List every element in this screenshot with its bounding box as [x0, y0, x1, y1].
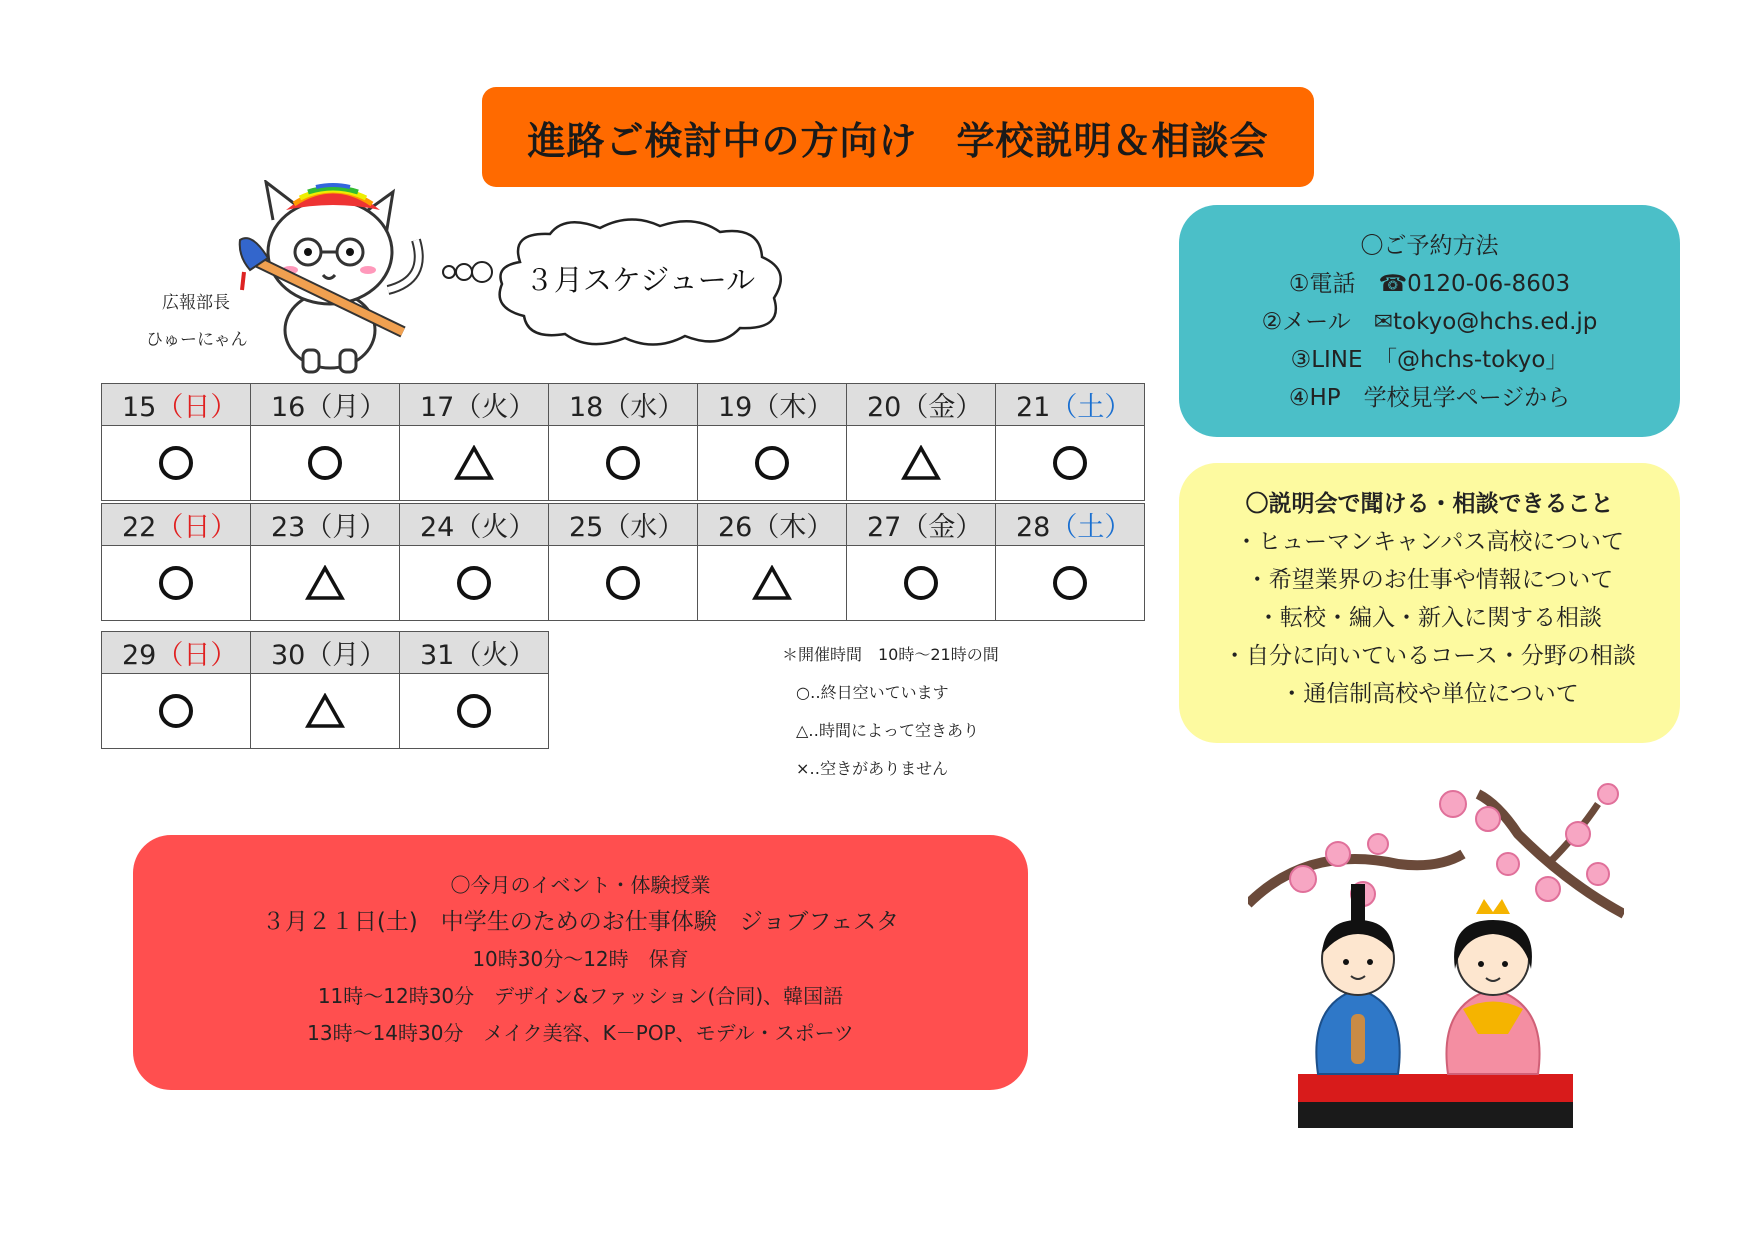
calendar-availability-cell [102, 546, 251, 621]
calendar-day-header [847, 384, 996, 426]
partial-triangle-icon [305, 693, 345, 729]
day-number: 27 [867, 512, 902, 543]
calendar-day-header [996, 384, 1145, 426]
legend-circle: ○‥終日空いています [796, 683, 949, 702]
calendar-availability-cell [102, 426, 251, 501]
calendar-availability-cell [400, 674, 549, 749]
day-of-week: （日） [156, 392, 238, 423]
day-of-week: （月） [305, 512, 387, 543]
mascot-name: ひゅーにゃん [146, 330, 248, 350]
calendar-availability-cell [549, 546, 698, 621]
day-of-week: （土） [1050, 512, 1132, 543]
reservation-line[interactable]: ③LINE 「@hchs-tokyo」 [1290, 347, 1569, 373]
partial-triangle-icon [752, 565, 792, 601]
available-circle-icon [159, 566, 193, 600]
partial-triangle-icon [305, 565, 345, 601]
consult-item: ・希望業界のお仕事や情報について [1245, 567, 1614, 593]
day-number: 19 [718, 392, 753, 423]
calendar-day-header [251, 504, 400, 546]
calendar-availability-cell [251, 546, 400, 621]
calendar-day-header [251, 632, 400, 674]
event-headline: ３月２１日(土) 中学生のためのお仕事体験 ジョブフェスタ [261, 909, 900, 935]
calendar-day-header [102, 632, 251, 674]
day-of-week: （金） [901, 512, 983, 543]
calendar-week-2 [101, 503, 1145, 621]
calendar-day-header [400, 632, 549, 674]
calendar-availability-cell [102, 674, 251, 749]
consult-title: 〇説明会で聞ける・相談できること [1245, 491, 1614, 517]
day-number: 15 [122, 392, 157, 423]
day-of-week: （日） [156, 512, 238, 543]
day-number: 16 [271, 392, 306, 423]
calendar-availability-cell [847, 546, 996, 621]
partial-triangle-icon [454, 445, 494, 481]
day-of-week: （火） [454, 640, 536, 671]
title-banner [482, 87, 1314, 187]
calendar-week-1 [101, 383, 1145, 501]
calendar-day-header [102, 384, 251, 426]
event-box [133, 835, 1028, 1090]
consult-item: ・自分に向いているコース・分野の相談 [1223, 643, 1636, 669]
consult-item: ・通信制高校や単位について [1280, 681, 1579, 707]
reservation-title: 〇ご予約方法 [1360, 233, 1499, 259]
available-circle-icon [1053, 566, 1087, 600]
legend-hours: ＊開催時間 10時～21時の間 [782, 645, 999, 664]
day-of-week: （火） [454, 392, 536, 423]
calendar-availability-cell [698, 426, 847, 501]
consult-box [1179, 463, 1680, 743]
day-number: 26 [718, 512, 753, 543]
day-of-week: （木） [752, 512, 834, 543]
day-of-week: （水） [603, 392, 685, 423]
calendar-day-header [400, 384, 549, 426]
available-circle-icon [904, 566, 938, 600]
partial-triangle-icon [901, 445, 941, 481]
calendar-availability-cell [400, 426, 549, 501]
calendar-day-header [549, 384, 698, 426]
available-circle-icon [457, 566, 491, 600]
day-of-week: （月） [305, 640, 387, 671]
available-circle-icon [1053, 446, 1087, 480]
day-of-week: （金） [901, 392, 983, 423]
available-circle-icon [755, 446, 789, 480]
day-of-week: （日） [156, 640, 238, 671]
calendar-availability-cell [698, 546, 847, 621]
day-number: 24 [420, 512, 455, 543]
event-title: 〇今月のイベント・体験授業 [450, 873, 711, 897]
calendar-availability-cell [996, 426, 1145, 501]
legend-triangle: △‥時間によって空きあり [796, 721, 979, 740]
available-circle-icon [159, 694, 193, 728]
available-circle-icon [159, 446, 193, 480]
day-of-week: （土） [1050, 392, 1132, 423]
calendar-availability-cell [400, 546, 549, 621]
day-of-week: （火） [454, 512, 536, 543]
day-number: 30 [271, 640, 306, 671]
day-number: 29 [122, 640, 157, 671]
schedule-title: ３月スケジュール [524, 263, 756, 297]
calendar-day-header [102, 504, 251, 546]
calendar-availability-cell [251, 426, 400, 501]
calendar-availability-cell [847, 426, 996, 501]
day-of-week: （月） [305, 392, 387, 423]
day-number: 20 [867, 392, 902, 423]
reservation-email[interactable]: ②メール ✉tokyo@hchs.ed.jp [1261, 309, 1598, 335]
calendar-day-header [698, 384, 847, 426]
hina-dolls-icon [1248, 774, 1624, 1130]
calendar-day-header [400, 504, 549, 546]
day-number: 31 [420, 640, 455, 671]
reservation-phone[interactable]: ①電話 ☎0120-06-8603 [1288, 271, 1571, 297]
calendar-week-3 [101, 631, 549, 749]
reservation-box [1179, 205, 1680, 437]
day-of-week: （木） [752, 392, 834, 423]
event-item: 11時～12時30分 デザイン&ファッション(合同)、韓国語 [317, 984, 844, 1008]
available-circle-icon [606, 566, 640, 600]
calendar-day-header [698, 504, 847, 546]
calendar-day-header [251, 384, 400, 426]
cat-mascot-icon [238, 180, 438, 375]
legend-cross: ×‥空きがありません [796, 759, 949, 778]
day-of-week: （水） [603, 512, 685, 543]
event-item: 13時～14時30分 メイク美容、K－POP、モデル・スポーツ [307, 1021, 854, 1045]
calendar-day-header [996, 504, 1145, 546]
day-number: 22 [122, 512, 157, 543]
calendar-day-header [549, 504, 698, 546]
calendar-day-header [847, 504, 996, 546]
available-circle-icon [457, 694, 491, 728]
day-number: 25 [569, 512, 604, 543]
day-number: 21 [1016, 392, 1051, 423]
event-item: 10時30分～12時 保育 [472, 947, 689, 971]
available-circle-icon [606, 446, 640, 480]
reservation-hp[interactable]: ④HP 学校見学ページから [1288, 385, 1571, 411]
calendar-availability-cell [251, 674, 400, 749]
available-circle-icon [308, 446, 342, 480]
day-number: 17 [420, 392, 455, 423]
calendar-availability-cell [549, 426, 698, 501]
calendar-availability-cell [996, 546, 1145, 621]
consult-item: ・転校・編入・新入に関する相談 [1257, 605, 1602, 631]
mascot-role: 広報部長 [162, 293, 230, 313]
availability-legend [782, 636, 999, 788]
day-number: 18 [569, 392, 604, 423]
day-number: 28 [1016, 512, 1051, 543]
consult-item: ・ヒューマンキャンパス高校について [1235, 529, 1624, 555]
day-number: 23 [271, 512, 306, 543]
page-title: 進路ご検討中の方向け 学校説明＆相談会 [527, 118, 1269, 163]
